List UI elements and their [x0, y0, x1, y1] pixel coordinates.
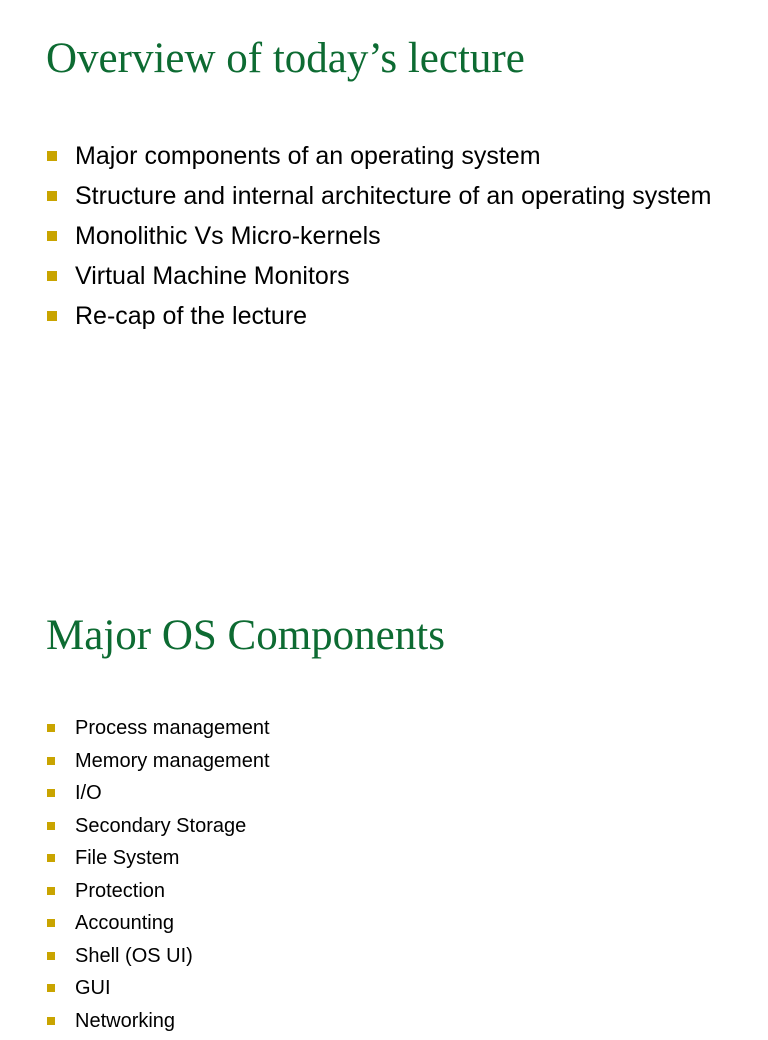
- square-bullet-icon: [47, 984, 55, 992]
- bullet-text: Accounting: [75, 912, 174, 934]
- list-item: [0, 813, 720, 839]
- bullet-text: Monolithic Vs Micro-kernels: [75, 222, 381, 250]
- bullet-list: [0, 140, 720, 340]
- square-bullet-icon: [47, 191, 57, 201]
- list-item: [0, 715, 720, 741]
- bullet-text: Re-cap of the lecture: [75, 302, 308, 330]
- list-item: [0, 943, 720, 969]
- list-item: [0, 910, 720, 936]
- slide-major-os-components: [0, 578, 768, 1032]
- square-bullet-icon: [47, 887, 55, 895]
- square-bullet-icon: [47, 789, 55, 797]
- bullet-list: [0, 715, 720, 1040]
- square-bullet-icon: [47, 757, 55, 765]
- list-item: [0, 300, 720, 333]
- bullet-text: GUI: [75, 977, 111, 999]
- list-item: [0, 878, 720, 904]
- list-item: [0, 140, 720, 173]
- slide-title: Major OS Components: [46, 612, 445, 659]
- bullet-text: Protection: [75, 879, 166, 902]
- square-bullet-icon: [47, 854, 55, 862]
- square-bullet-icon: [47, 311, 57, 321]
- list-item: [0, 780, 720, 806]
- list-item: [0, 1008, 720, 1034]
- square-bullet-icon: [47, 231, 57, 241]
- list-item: [0, 845, 720, 871]
- bullet-text: Process management: [75, 717, 270, 739]
- square-bullet-icon: [47, 822, 55, 830]
- square-bullet-icon: [47, 952, 55, 960]
- square-bullet-icon: [47, 919, 55, 927]
- bullet-text: Memory management: [75, 749, 270, 772]
- list-item: [0, 260, 720, 293]
- bullet-text: File System: [75, 847, 180, 869]
- bullet-text: Virtual Machine Monitors: [75, 262, 350, 290]
- square-bullet-icon: [47, 271, 57, 281]
- list-item: [0, 975, 720, 1001]
- square-bullet-icon: [47, 151, 57, 161]
- square-bullet-icon: [47, 1017, 55, 1025]
- bullet-text: Major components of an operating system: [75, 142, 541, 170]
- list-item: [0, 220, 720, 253]
- square-bullet-icon: [47, 724, 55, 732]
- bullet-text: Networking: [75, 1009, 176, 1032]
- bullet-text: Structure and internal architecture of an operating system: [75, 182, 712, 210]
- bullet-text: I/O: [75, 782, 102, 804]
- bullet-text: Secondary Storage: [75, 814, 247, 837]
- list-item: [0, 748, 720, 774]
- list-item: [0, 180, 720, 213]
- bullet-text: Shell (OS UI): [75, 944, 193, 967]
- slide-title: Overview of today’s lecture: [46, 35, 525, 82]
